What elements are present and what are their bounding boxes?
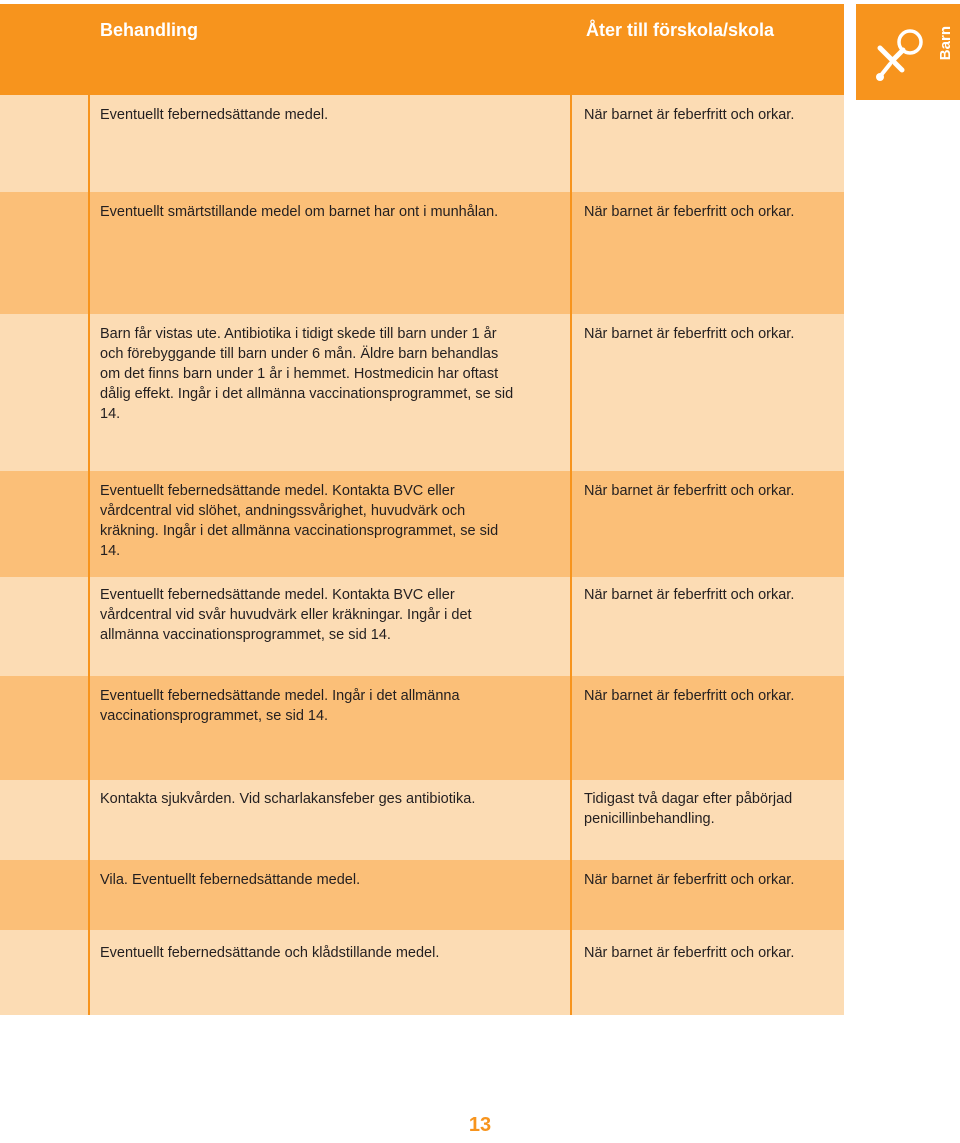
treatment-cell: Kontakta sjukvården. Vid scharlakansfeber ges antibiotika. <box>100 791 476 807</box>
treatment-table <box>0 95 844 1015</box>
column-divider <box>88 676 90 780</box>
treatment-cell: Eventuellt smärtstillande medel om barnet har ont i munhålan. <box>100 204 499 220</box>
table-row <box>0 95 844 192</box>
table-row <box>0 577 844 676</box>
column-divider <box>88 471 90 577</box>
table-header <box>0 4 844 95</box>
column-divider <box>88 577 90 676</box>
treatment-cell: Eventuellt febernedsättande medel. Kontakta BVC eller vårdcentral vid slöhet, andningssvårighet, huvudvärk och kräkning. Ingår i det allmänna vaccinationsprogrammet, se sid 14. <box>100 483 499 559</box>
table-row <box>0 471 844 577</box>
column-divider <box>570 780 572 860</box>
table-row <box>0 930 844 1015</box>
return-cell: När barnet är feberfritt och orkar. <box>584 204 795 220</box>
table-row <box>0 314 844 471</box>
column-divider <box>570 577 572 676</box>
return-cell: När barnet är feberfritt och orkar. <box>584 945 795 961</box>
treatment-cell: Eventuellt febernedsättande medel. Ingår i det allmänna vaccinationsprogrammet, se sid 14. <box>100 688 460 724</box>
treatment-cell: Eventuellt febernedsättande medel. <box>100 107 329 123</box>
return-cell: När barnet är feberfritt och orkar. <box>584 483 795 499</box>
column-divider <box>570 95 572 192</box>
treatment-cell: Eventuellt febernedsättande och klådstillande medel. <box>100 945 440 961</box>
pacifier-icon <box>870 22 932 84</box>
column-divider <box>88 780 90 860</box>
treatment-cell: Vila. Eventuellt febernedsättande medel. <box>100 872 361 888</box>
column-divider <box>88 95 90 192</box>
column-divider <box>88 860 90 930</box>
table-row <box>0 860 844 930</box>
return-cell: När barnet är feberfritt och orkar. <box>584 688 795 704</box>
treatment-cell: Eventuellt febernedsättande medel. Kontakta BVC eller vårdcentral vid svår huvudvärk eller kräkningar. Ingår i det allmänna vaccinationsprogrammet, se sid 14. <box>100 587 472 643</box>
treatment-column-header: Behandling <box>100 20 198 40</box>
section-label: Barn <box>937 26 954 61</box>
column-divider <box>570 314 572 471</box>
return-cell: När barnet är feberfritt och orkar. <box>584 587 795 603</box>
column-divider <box>88 314 90 471</box>
column-divider <box>88 930 90 1015</box>
return-cell: Tidigast två dagar efter påbörjad penicillinbehandling. <box>584 791 793 827</box>
column-divider <box>570 471 572 577</box>
column-divider <box>570 676 572 780</box>
section-tab <box>856 4 960 100</box>
page-number: 13 <box>468 1114 492 1136</box>
column-divider <box>570 192 572 314</box>
column-divider <box>570 930 572 1015</box>
column-divider <box>570 860 572 930</box>
return-cell: När barnet är feberfritt och orkar. <box>584 872 795 888</box>
table-row <box>0 780 844 860</box>
treatment-cell: Barn får vistas ute. Antibiotika i tidigt skede till barn under 1 år och förebyggande till barn under 6 mån. Äldre barn behandlas om det finns barn under 1 år i hemmet. Hostmedicin har oftast dålig effekt. Ingår i det allmänna vaccinationsprogrammet, se sid 14. <box>100 326 514 422</box>
column-divider <box>88 192 90 314</box>
return-cell: När barnet är feberfritt och orkar. <box>584 326 795 342</box>
table-row <box>0 192 844 314</box>
table-row <box>0 676 844 780</box>
return-cell: När barnet är feberfritt och orkar. <box>584 107 795 123</box>
return-column-header: Åter till förskola/skola <box>586 20 775 40</box>
